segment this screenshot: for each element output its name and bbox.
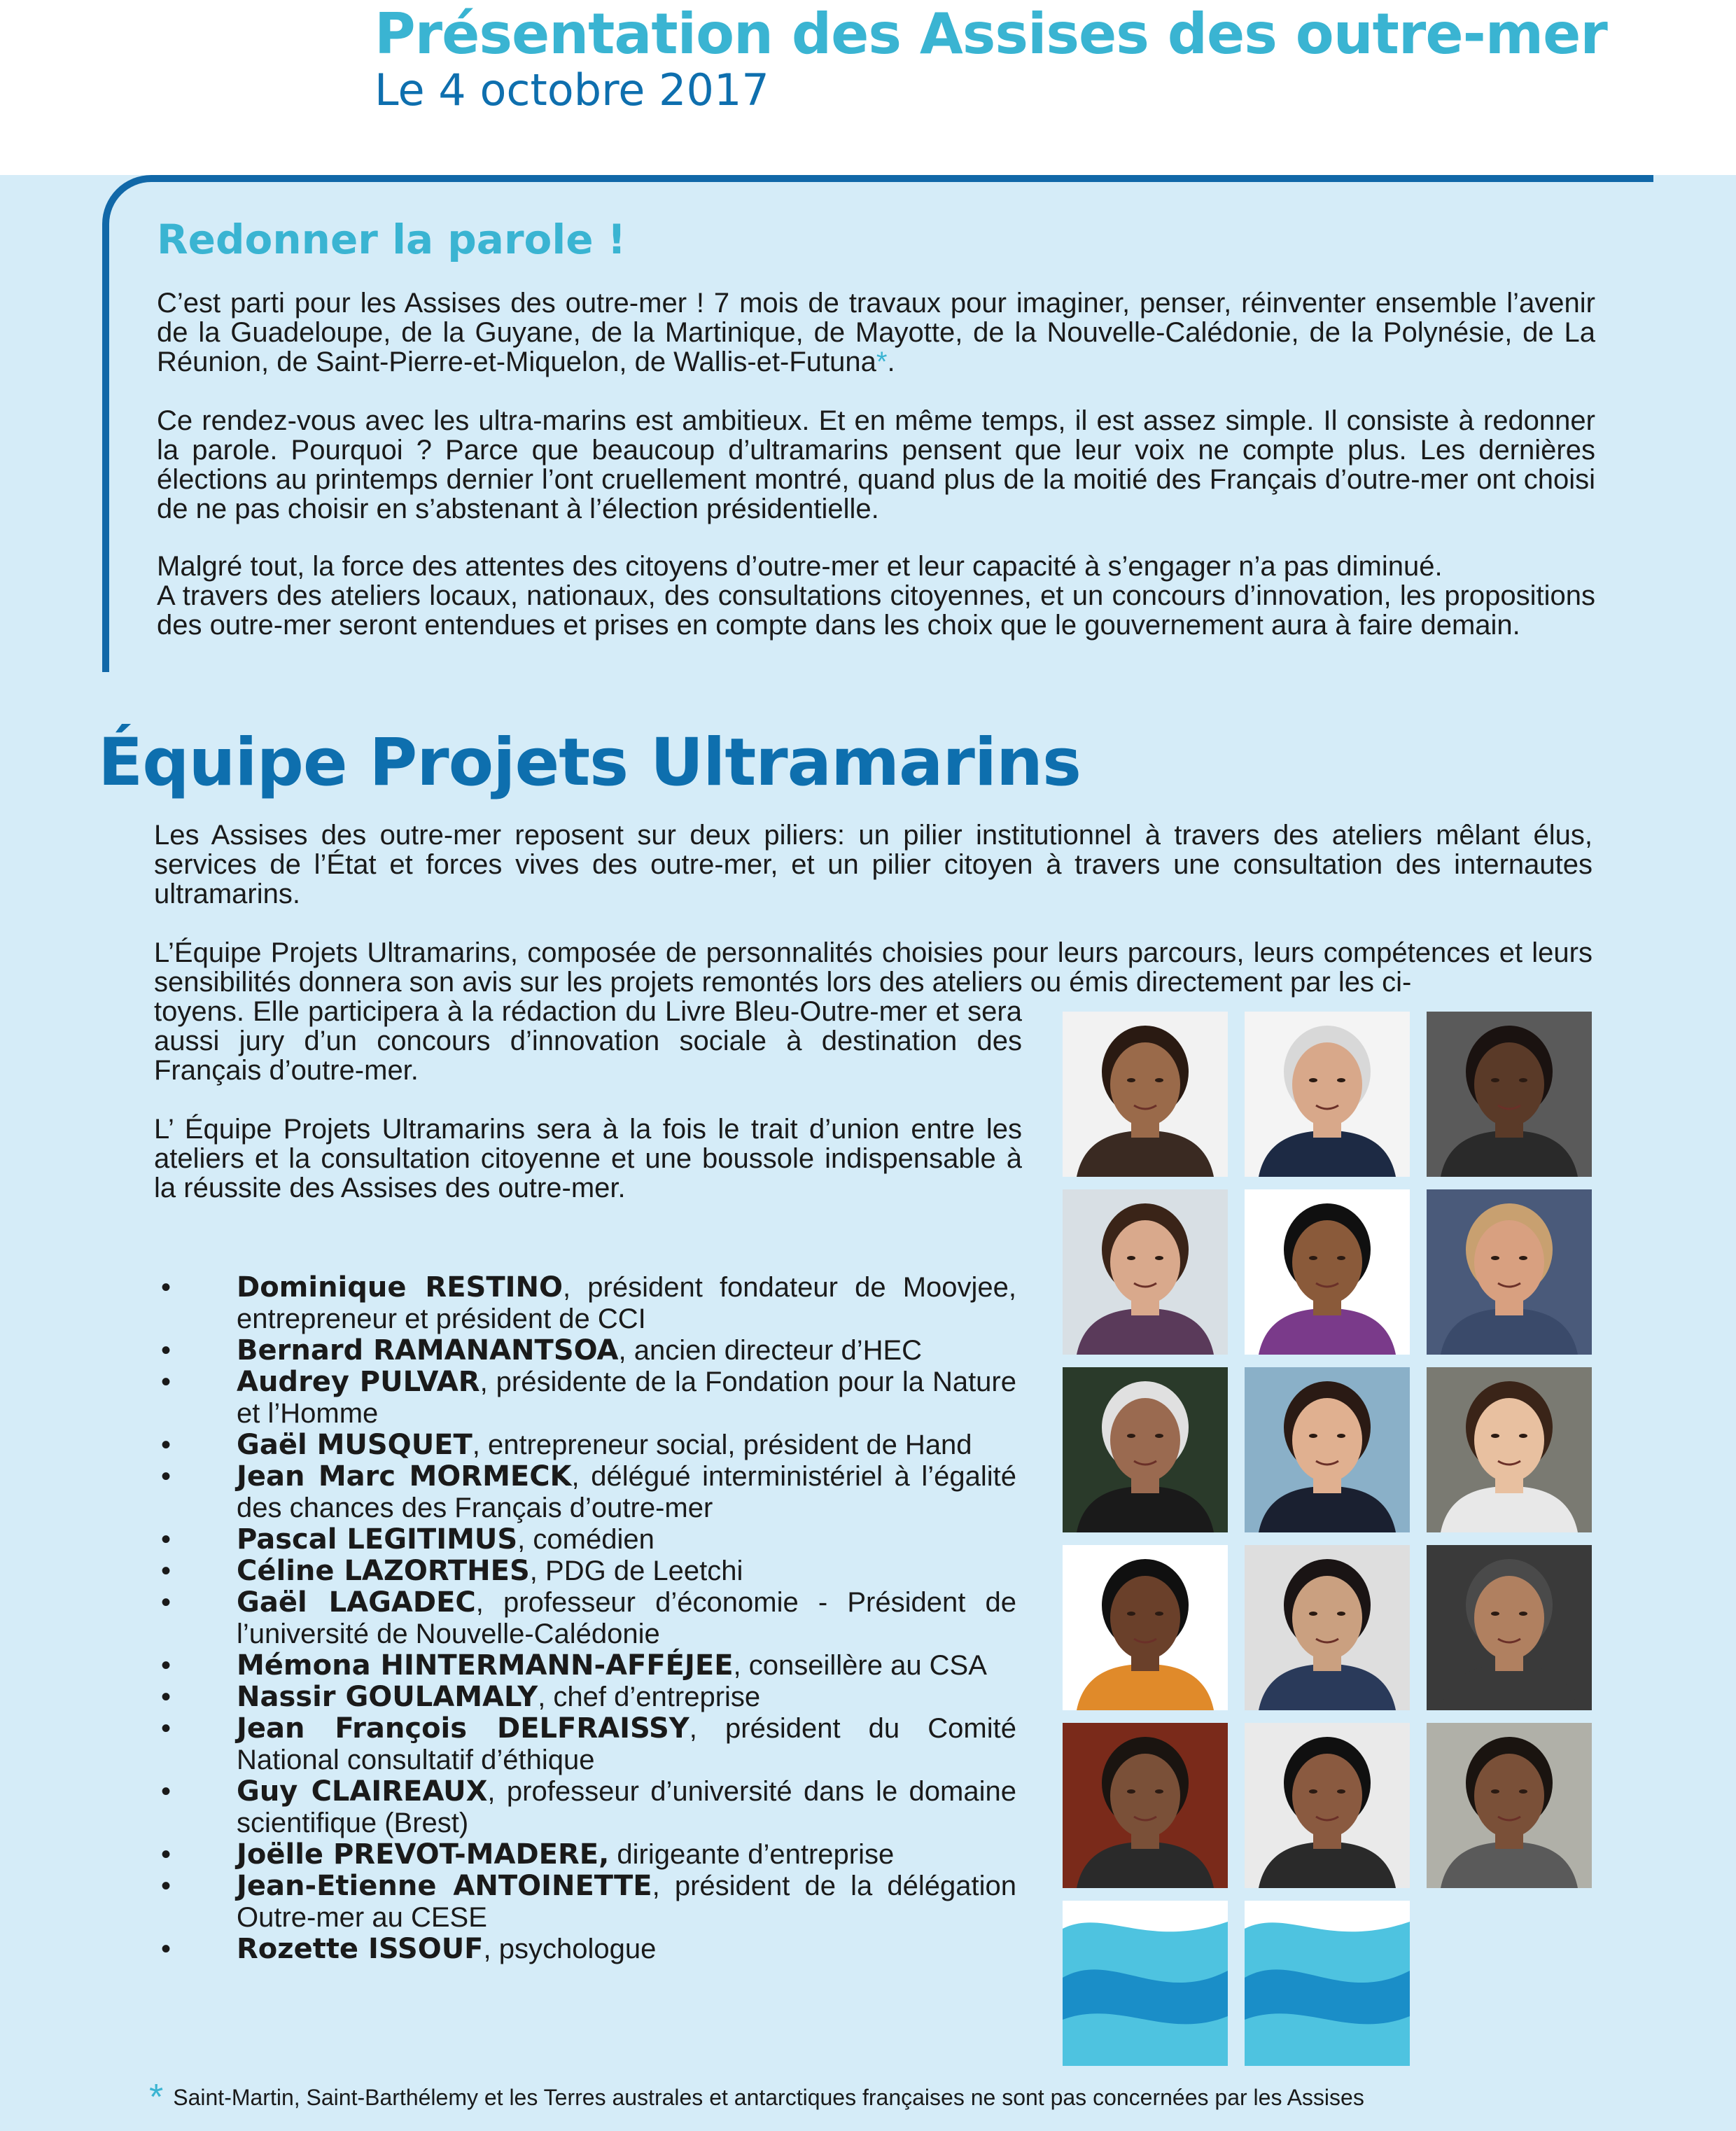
team-section-title: Équipe Projets Ultramarins (98, 725, 1081, 801)
bullet-icon: • (161, 1461, 172, 1492)
member-item (154, 1556, 1016, 1587)
member-name: Gaël LAGADEC (237, 1586, 476, 1619)
member-item (154, 1524, 1016, 1556)
bullet-icon: • (161, 1713, 172, 1744)
member-role: , psychologue (483, 1934, 657, 1964)
portrait-photo-icon (1245, 1189, 1410, 1355)
member-role: , président du Comité National consultatif d’éthique (237, 1713, 1016, 1775)
intro-paragraph-3b: A travers des ateliers locaux, nationaux, des consultations citoyennes, et un concours d’innovation, les propositions des outre-mer seront entendues et prises en compte dans les choix que le gouvernement aura à faire demain. (157, 580, 1595, 641)
bullet-icon: • (161, 1934, 172, 1964)
portrait-photo-icon (1063, 1189, 1228, 1355)
bullet-icon: • (161, 1839, 172, 1870)
member-role: , présidente de la Fondation pour la Nature et l’Homme (237, 1367, 1016, 1429)
footnote (149, 2076, 1364, 2118)
member-item (154, 1839, 1016, 1871)
intro-paragraph-1-text: C’est parti pour les Assises des outre-mer ! 7 mois de travaux pour imaginer, penser, réinventer ensemble l’avenir de la Guadeloupe, de la Guyane, de la Martinique, de Mayotte, de la Nouvelle-Calédonie, de la Polynésie, de La Réunion, de Saint-Pierre-et-Miquelon, de Wallis-et-Futuna (157, 288, 1595, 377)
member-item (154, 1461, 1016, 1524)
bullet-icon: • (161, 1871, 172, 1901)
bullet-icon: • (161, 1524, 172, 1555)
member-name: Joëlle PREVOT-MADERE, (237, 1838, 610, 1871)
member-role: , président de la délégation Outre-mer au CESE (237, 1871, 1016, 1933)
wave-logo-icon (1063, 1901, 1228, 2066)
member-role: , professeur d’université dans le domaine scientifique (Brest) (237, 1776, 1016, 1838)
member-item (154, 1587, 1016, 1650)
member-item (154, 1272, 1016, 1335)
bullet-icon: • (161, 1556, 172, 1586)
member-role: , entrepreneur social, président de Hand (472, 1430, 972, 1460)
team-paragraph-3: L’ Équipe Projets Ultramarins sera à la fois le trait d’union entre les ateliers et la consultation citoyenne et une boussole indispensable à la réussite des Assises des outre-mer. (154, 1114, 1022, 1203)
member-role: , chef d’entreprise (538, 1682, 761, 1712)
portrait-photo-icon (1427, 1012, 1592, 1177)
portrait-photo-icon (1245, 1367, 1410, 1532)
portrait-photo-icon (1427, 1367, 1592, 1532)
member-name: Bernard RAMANANTSOA (237, 1334, 619, 1367)
team-paragraph-2-wide: L’Équipe Projets Ultramarins, composée de personnalités choisies pour leurs parcours, leurs compétences et leurs sensibilités donnera son avis sur les projets remontés lors des ateliers ou émis directement par les ci- (154, 937, 1592, 998)
member-role: , conseillère au CSA (733, 1650, 987, 1681)
page-date: Le 4 octobre 2017 (374, 64, 769, 116)
bullet-icon: • (161, 1335, 172, 1366)
portrait-photo-icon (1427, 1189, 1592, 1355)
intro-paragraph-1-end: . (887, 347, 895, 377)
member-item (154, 1650, 1016, 1682)
footnote-marker: * (876, 347, 888, 377)
intro-paragraph-2: Ce rendez-vous avec les ultra-marins est ambitieux. Et en même temps, il est assez simple. Il consiste à redonner la parole. Pourquoi ? Parce que beaucoup d’ultramarins pensent que leur voix ne compte plus. Les dernières élections au printemps dernier l’ont cruellement montré, quand plus de la moitié des Français d’outre-mer ont choisi de ne pas choisir en s’abstenant à l’élection présidentielle. (157, 405, 1595, 524)
portrait-photo-icon (1427, 1545, 1592, 1710)
team-paragraph-1: Les Assises des outre-mer reposent sur deux piliers: un pilier institutionnel à travers des ateliers mêlant élus, services de l’État et forces vives des outre-mer, et un pilier citoyen à travers une consultation des internautes ultramarins. (154, 820, 1592, 909)
bullet-icon: • (161, 1650, 172, 1681)
member-item (154, 1335, 1016, 1367)
page-title: Présentation des Assises des outre-mer (374, 1, 1607, 67)
portrait-photo-icon (1063, 1012, 1228, 1177)
member-name: Jean François DELFRAISSY (237, 1712, 690, 1745)
footnote-asterisk: * (149, 2077, 164, 2118)
portrait-photo-icon (1427, 1723, 1592, 1888)
wave-logo-icon (1245, 1901, 1410, 2066)
member-role: , délégué interministériel à l’égalité des chances des Français d’outre-mer (237, 1461, 1016, 1523)
member-item (154, 1367, 1016, 1430)
member-role: , président fondateur de Moovjee, entrepreneur et président de CCI (237, 1272, 1017, 1334)
bullet-icon: • (161, 1367, 172, 1397)
bullet-icon: • (161, 1776, 172, 1807)
member-role: , comédien (517, 1524, 654, 1555)
portrait-photo-icon (1245, 1545, 1410, 1710)
portrait-photo-icon (1245, 1012, 1410, 1177)
member-item (154, 1713, 1016, 1776)
member-name: Audrey PULVAR (237, 1366, 480, 1398)
member-role: dirigeante d’entreprise (609, 1839, 895, 1870)
bullet-icon: • (161, 1682, 172, 1712)
member-role: , professeur d’économie - Président de l’université de Nouvelle-Calédonie (237, 1587, 1016, 1649)
member-list (154, 1272, 1016, 1965)
bullet-icon: • (161, 1430, 172, 1460)
bullet-icon: • (161, 1272, 172, 1303)
team-paragraph-2-narrow: toyens. Elle participera à la rédaction du Livre Bleu-Outre-mer et sera aussi jury d’un concours d’innovation sociale à destination des Français d’outre-mer. (154, 996, 1022, 1086)
member-name: Jean Marc MORMECK (237, 1460, 572, 1493)
member-item (154, 1430, 1016, 1461)
member-name: Jean-Etienne ANTOINETTE (237, 1870, 652, 1902)
portrait-photo-icon (1063, 1545, 1228, 1710)
footnote-text: Saint-Martin, Saint-Barthélemy et les Terres australes et antarctiques françaises ne sont pas concernées par les Assises (173, 2085, 1364, 2110)
member-role: , ancien directeur d’HEC (618, 1335, 923, 1366)
member-item (154, 1776, 1016, 1839)
member-name: Mémona HINTERMANN-AFFÉJEE (237, 1649, 734, 1682)
member-item (154, 1871, 1016, 1934)
portrait-photo-icon (1063, 1367, 1228, 1532)
member-name: Pascal LEGITIMUS (237, 1523, 518, 1556)
intro-paragraph-1 (157, 288, 1595, 377)
member-item (154, 1934, 1016, 1965)
bullet-icon: • (161, 1587, 172, 1618)
member-name: Guy CLAIREAUX (237, 1775, 488, 1808)
member-name: Gaël MUSQUET (237, 1429, 472, 1461)
member-name: Rozette ISSOUF (237, 1933, 484, 1965)
member-item (154, 1682, 1016, 1713)
member-role: , PDG de Leetchi (529, 1556, 743, 1586)
portrait-photo-icon (1245, 1723, 1410, 1888)
member-name: Céline LAZORTHES (237, 1555, 530, 1587)
portrait-photo-icon (1063, 1723, 1228, 1888)
intro-heading: Redonner la parole ! (157, 216, 626, 263)
member-name: Nassir GOULAMALY (237, 1681, 538, 1713)
intro-paragraph-3a: Malgré tout, la force des attentes des citoyens d’outre-mer et leur capacité à s’engager n’a pas diminué. (157, 551, 1443, 582)
member-name: Dominique RESTINO (237, 1271, 564, 1304)
